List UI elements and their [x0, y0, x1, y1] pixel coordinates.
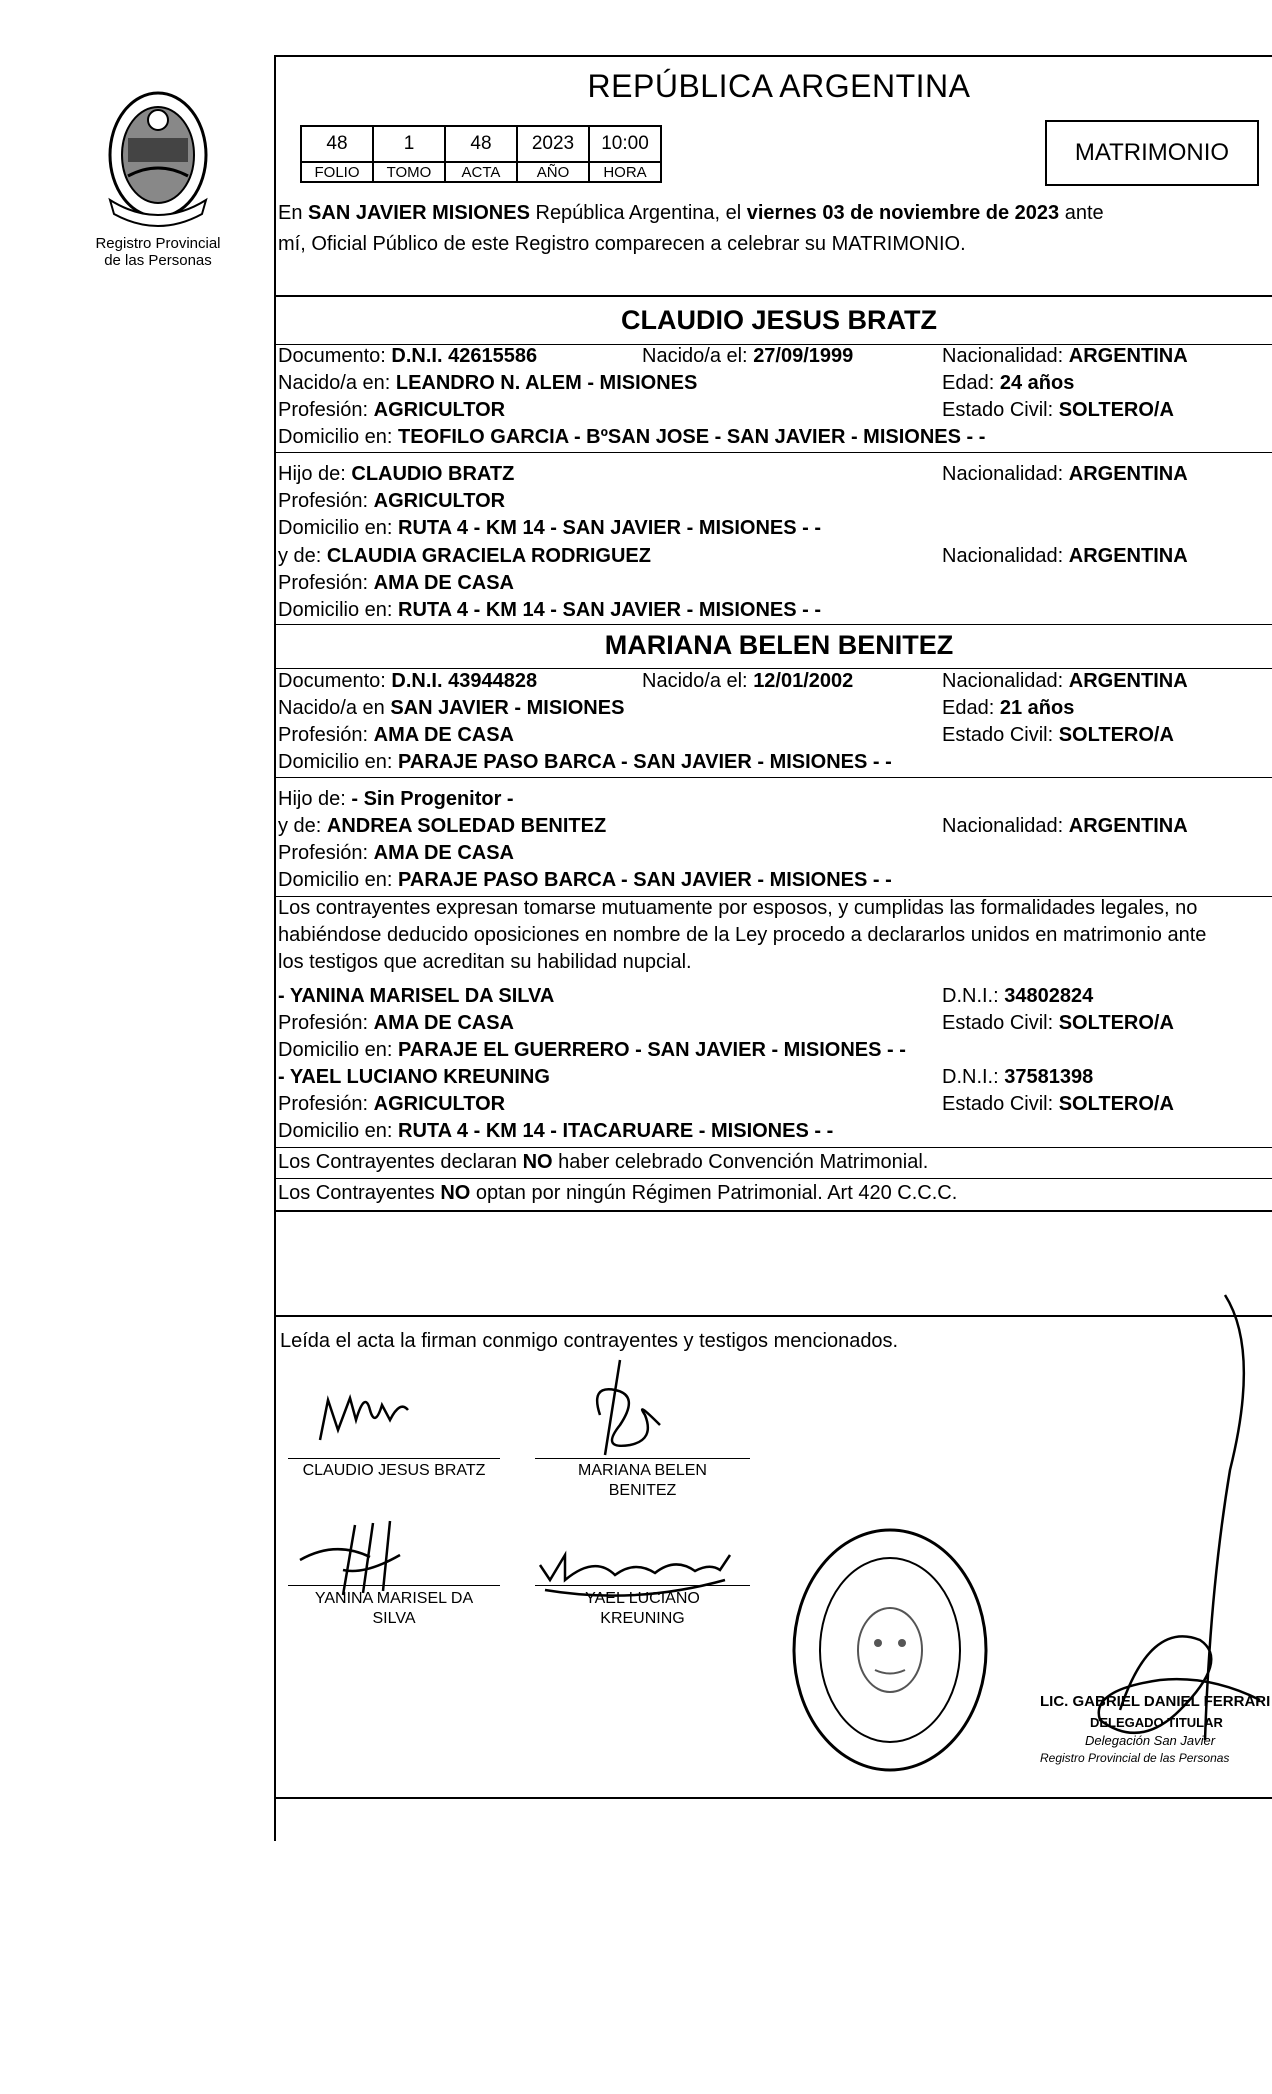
c2-nacionalidad: Nacionalidad: ARGENTINA	[942, 670, 1188, 692]
divider	[274, 452, 1272, 453]
c1-nacido-en: Nacido/a en: LEANDRO N. ALEM - MISIONES	[278, 372, 698, 394]
firma-4-label-1: YAEL LUCIANO	[585, 1590, 700, 1607]
contrayente-1-name: CLAUDIO JESUS BRATZ	[620, 305, 937, 335]
divider	[274, 1210, 1272, 1212]
intro-line-2: mí, Oficial Público de este Registro comparecen a celebrar su MATRIMONIO.	[278, 233, 966, 255]
firma-3-label-1: YANINA MARISEL DA	[314, 1590, 474, 1607]
testigo-1-profesion: Profesión: AMA DE CASA	[278, 1012, 514, 1034]
page-title: REPÚBLICA ARGENTINA	[587, 68, 971, 104]
c1-domicilio: Domicilio en: TEOFILO GARCIA - BºSAN JOSE - SAN JAVIER - MISIONES - -	[278, 426, 986, 448]
firma-4-line	[535, 1585, 750, 1586]
c2-estado-civil: Estado Civil: SOLTERO/A	[942, 724, 1174, 746]
convencion-line-2: Los Contrayentes NO optan por ningún Régimen Patrimonial. Art 420 C.C.C.	[278, 1182, 958, 1204]
declaracion-line-1: Los contrayentes expresan tomarse mutuamente por esposos, y cumplidas las formalidades legales, no	[278, 897, 1198, 919]
oficial-line-2: DELEGADO TITULAR	[1090, 1715, 1223, 1730]
tomo-value: 1	[373, 126, 445, 162]
c2-madre-domicilio: Domicilio en: PARAJE PASO BARCA - SAN JAVIER - MISIONES - -	[278, 869, 892, 891]
firma-3-line	[288, 1585, 500, 1586]
c2-padre: Hijo de: - Sin Progenitor -	[278, 788, 514, 810]
testigo-1-domicilio: Domicilio en: PARAJE EL GUERRERO - SAN JAVIER - MISIONES - -	[278, 1039, 906, 1061]
testigo-2-domicilio: Domicilio en: RUTA 4 - KM 14 - ITACARUARE - MISIONES - -	[278, 1120, 834, 1142]
c1-padre-domicilio: Domicilio en: RUTA 4 - KM 14 - SAN JAVIER - MISIONES - -	[278, 517, 822, 539]
firma-2-line	[535, 1458, 750, 1459]
testigo-2-estado: Estado Civil: SOLTERO/A	[942, 1093, 1174, 1115]
c2-nacido-en: Nacido/a en SAN JAVIER - MISIONES	[278, 697, 625, 719]
declaracion-line-3: los testigos que acreditan su habilidad nupcial.	[278, 951, 692, 973]
c1-profesion: Profesión: AGRICULTOR	[278, 399, 506, 421]
c2-madre-nacionalidad: Nacionalidad: ARGENTINA	[942, 815, 1188, 837]
c1-edad: Edad: 24 años	[942, 372, 1075, 394]
c1-padre-profesion: Profesión: AGRICULTOR	[278, 490, 506, 512]
testigo-2-nombre: - YAEL LUCIANO KREUNING	[278, 1066, 550, 1088]
firma-1-signature	[310, 1380, 430, 1455]
divider	[274, 295, 1272, 297]
anio-value: 2023	[517, 126, 589, 162]
c1-nacionalidad: Nacionalidad: ARGENTINA	[942, 345, 1188, 367]
acta-value: 48	[445, 126, 517, 162]
c1-padre-nacionalidad: Nacionalidad: ARGENTINA	[942, 463, 1188, 485]
firma-1-line	[288, 1458, 500, 1459]
testigo-2-dni: D.N.I.: 37581398	[942, 1066, 1094, 1088]
divider	[274, 777, 1272, 778]
tipo-acta-box: MATRIMONIO	[1045, 120, 1259, 186]
testigo-1-dni: D.N.I.: 34802824	[942, 985, 1094, 1007]
logo-line-1: Registro Provincial	[95, 235, 221, 252]
c2-profesion: Profesión: AMA DE CASA	[278, 724, 514, 746]
divider	[274, 1178, 1272, 1179]
bottom-border	[274, 1797, 1272, 1799]
divider	[274, 1147, 1272, 1148]
contrayente-2-name: MARIANA BELEN BENITEZ	[604, 630, 954, 660]
oficial-line-1: LIC. GABRIEL DANIEL FERRARI	[1040, 1693, 1271, 1710]
firma-4-label-2: KREUNING	[600, 1610, 685, 1627]
oficial-line-3: Delegación San Javier	[1085, 1733, 1216, 1748]
intro-line-1: En SAN JAVIER MISIONES República Argentina, el viernes 03 de noviembre de 2023 ante	[278, 202, 1104, 224]
folio-label: FOLIO	[301, 162, 373, 182]
testigo-1-nombre: - YANINA MARISEL DA SILVA	[278, 985, 555, 1007]
firma-1-label: CLAUDIO JESUS BRATZ	[302, 1462, 486, 1479]
firma-2-label-2: BENITEZ	[608, 1482, 677, 1499]
declaracion-line-2: habiéndose deducido oposiciones en nombre de la Ley procedo a declararlos unidos en matrimonio ante	[278, 924, 1207, 946]
logo-line-2: de las Personas	[104, 252, 212, 269]
divider	[274, 624, 1272, 625]
provincia-shield-icon	[98, 80, 218, 230]
c1-madre-nacionalidad: Nacionalidad: ARGENTINA	[942, 545, 1188, 567]
anio-label: AÑO	[517, 162, 589, 182]
hora-label: HORA	[589, 162, 661, 182]
c2-documento: Documento: D.N.I. 43944828	[278, 670, 538, 692]
c2-madre: y de: ANDREA SOLEDAD BENITEZ	[278, 815, 607, 837]
hora-value: 10:00	[589, 126, 661, 162]
c2-madre-profesion: Profesión: AMA DE CASA	[278, 842, 514, 864]
c1-padre: Hijo de: CLAUDIO BRATZ	[278, 463, 515, 485]
convencion-line-1: Los Contrayentes declaran NO haber celebrado Convención Matrimonial.	[278, 1151, 929, 1173]
c1-madre-profesion: Profesión: AMA DE CASA	[278, 572, 514, 594]
tomo-label: TOMO	[373, 162, 445, 182]
firma-2-signature	[560, 1355, 690, 1460]
testigo-2-profesion: Profesión: AGRICULTOR	[278, 1093, 506, 1115]
firma-3-label-2: SILVA	[372, 1610, 416, 1627]
c2-edad: Edad: 21 años	[942, 697, 1075, 719]
firma-3-signature	[295, 1515, 435, 1600]
registro-logo	[88, 80, 228, 269]
folio-value: 48	[301, 126, 373, 162]
oficial-line-4: Registro Provincial de las Personas	[1040, 1751, 1230, 1765]
c2-domicilio: Domicilio en: PARAJE PASO BARCA - SAN JAVIER - MISIONES - -	[278, 751, 892, 773]
c1-madre: y de: CLAUDIA GRACIELA RODRIGUEZ	[278, 545, 651, 567]
c2-nacido-el: Nacido/a el: 12/01/2002	[642, 670, 854, 692]
c1-nacido-el: Nacido/a el: 27/09/1999	[642, 345, 854, 367]
acta-label: ACTA	[445, 162, 517, 182]
official-seal-icon	[790, 1525, 990, 1775]
firma-2-label-1: MARIANA BELEN	[578, 1462, 707, 1479]
testigo-1-estado: Estado Civil: SOLTERO/A	[942, 1012, 1174, 1034]
leida-text: Leída el acta la firman conmigo contrayentes y testigos mencionados.	[280, 1330, 899, 1352]
registro-grid	[300, 125, 662, 183]
c1-madre-domicilio: Domicilio en: RUTA 4 - KM 14 - SAN JAVIER - MISIONES - -	[278, 599, 822, 621]
c1-estado-civil: Estado Civil: SOLTERO/A	[942, 399, 1174, 421]
c1-documento: Documento: D.N.I. 42615586	[278, 345, 538, 367]
